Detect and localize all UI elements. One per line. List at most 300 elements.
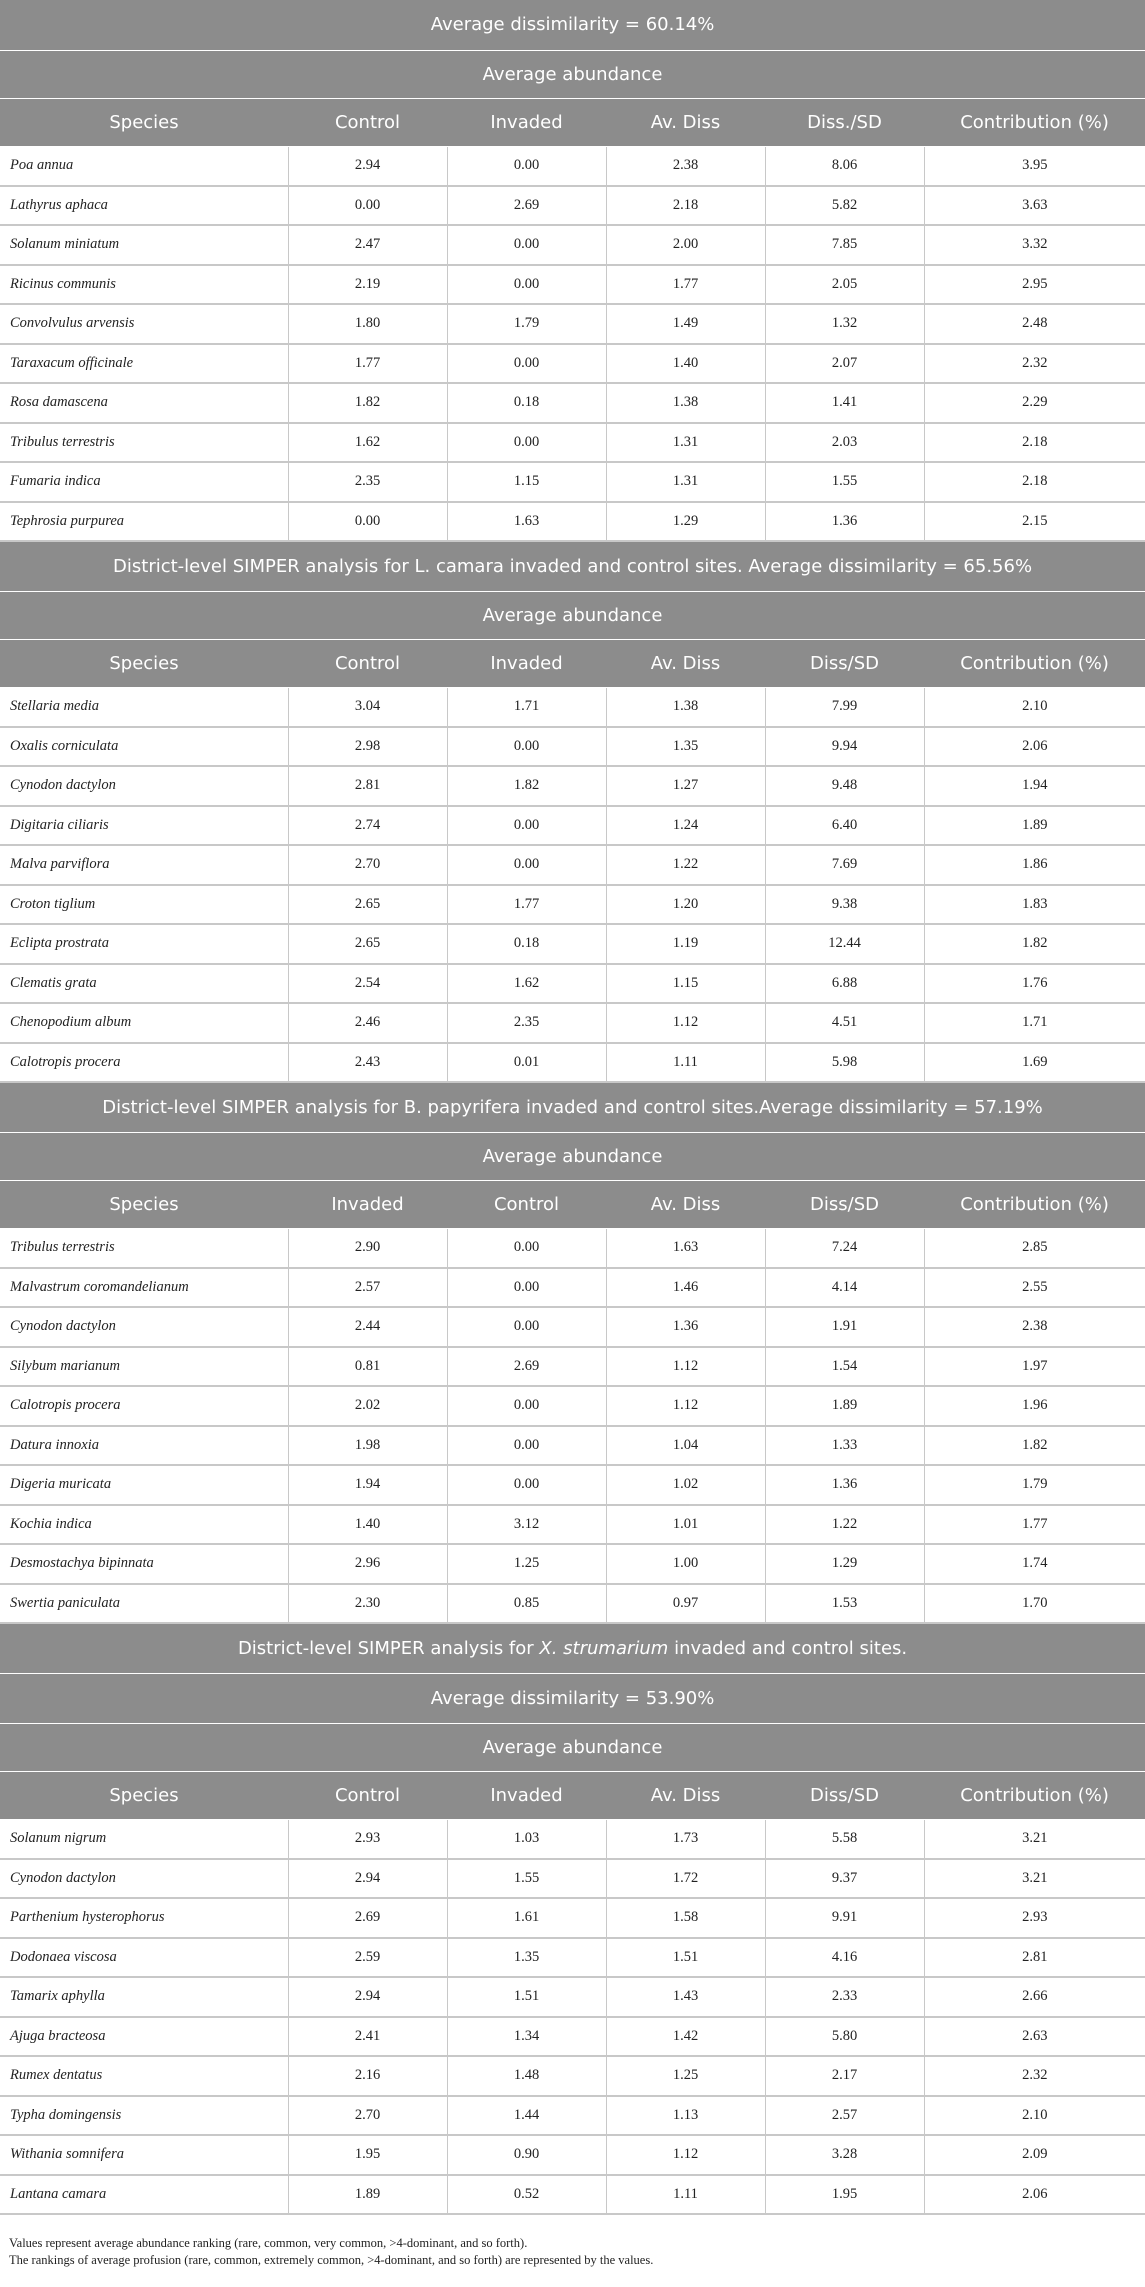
- table-row: [0, 1898, 1145, 1938]
- table-row: [0, 383, 1145, 423]
- column-header-contribution: Contribution (%): [924, 98, 1145, 146]
- cell-invaded: 0.01: [447, 1043, 606, 1083]
- cell-species: Ricinus communis: [0, 265, 288, 305]
- table-row: [0, 502, 1145, 542]
- column-header-control: Invaded: [288, 1180, 447, 1228]
- column-header-row: [0, 1771, 1145, 1819]
- cell-invaded: 1.51: [447, 1977, 606, 2017]
- cell-species: Tribulus terrestris: [0, 423, 288, 463]
- column-header-contribution: Contribution (%): [924, 1180, 1145, 1228]
- cell-contribution: 1.82: [924, 1426, 1145, 1466]
- cell-contribution: 2.55: [924, 1268, 1145, 1308]
- cell-contribution: 2.32: [924, 2056, 1145, 2096]
- cell-av-diss: 1.00: [606, 1544, 765, 1584]
- cell-diss-sd: 7.99: [765, 687, 924, 727]
- cell-invaded: 1.03: [447, 1819, 606, 1859]
- cell-contribution: 3.21: [924, 1859, 1145, 1899]
- cell-contribution: 3.95: [924, 146, 1145, 186]
- cell-control: 2.94: [288, 1977, 447, 2017]
- cell-av-diss: 1.12: [606, 2135, 765, 2175]
- table-row: [0, 304, 1145, 344]
- cell-control: 0.00: [288, 502, 447, 542]
- section-title-banner: [0, 1623, 1145, 1673]
- cell-species: Silybum marianum: [0, 1347, 288, 1387]
- cell-invaded: 1.77: [447, 885, 606, 925]
- cell-invaded: 0.90: [447, 2135, 606, 2175]
- cell-invaded: 0.00: [447, 423, 606, 463]
- cell-av-diss: 1.01: [606, 1505, 765, 1545]
- table-row: [0, 146, 1145, 186]
- cell-species: Cynodon dactylon: [0, 1307, 288, 1347]
- cell-species: Chenopodium album: [0, 1003, 288, 1043]
- cell-diss-sd: 9.91: [765, 1898, 924, 1938]
- cell-control: 1.62: [288, 423, 447, 463]
- cell-diss-sd: 1.33: [765, 1426, 924, 1466]
- dissimilarity-banner-row: [0, 1673, 1145, 1723]
- cell-invaded: 3.12: [447, 1505, 606, 1545]
- cell-control: 0.00: [288, 186, 447, 226]
- cell-species: Taraxacum officinale: [0, 344, 288, 384]
- cell-species: Fumaria indica: [0, 462, 288, 502]
- cell-av-diss: 1.40: [606, 344, 765, 384]
- table-row: [0, 1386, 1145, 1426]
- cell-control: 1.94: [288, 1465, 447, 1505]
- cell-av-diss: 1.35: [606, 727, 765, 767]
- column-header-invaded: Control: [447, 1180, 606, 1228]
- table-row: [0, 885, 1145, 925]
- cell-diss-sd: 4.51: [765, 1003, 924, 1043]
- cell-av-diss: 1.20: [606, 885, 765, 925]
- table-row: [0, 1268, 1145, 1308]
- cell-av-diss: 1.49: [606, 304, 765, 344]
- cell-contribution: 2.15: [924, 502, 1145, 542]
- cell-species: Rumex dentatus: [0, 2056, 288, 2096]
- cell-contribution: 1.76: [924, 964, 1145, 1004]
- cell-diss-sd: 6.40: [765, 806, 924, 846]
- table-row: [0, 2056, 1145, 2096]
- cell-species: Tephrosia purpurea: [0, 502, 288, 542]
- cell-control: 1.77: [288, 344, 447, 384]
- table-row: [0, 1228, 1145, 1268]
- column-header-row: [0, 1180, 1145, 1228]
- cell-species: Tamarix aphylla: [0, 1977, 288, 2017]
- column-header-control: Control: [288, 1771, 447, 1819]
- cell-av-diss: 1.22: [606, 845, 765, 885]
- table-row: [0, 1426, 1145, 1466]
- cell-diss-sd: 1.36: [765, 502, 924, 542]
- cell-av-diss: 1.13: [606, 2096, 765, 2136]
- table-row: [0, 766, 1145, 806]
- table-row: [0, 687, 1145, 727]
- cell-invaded: 1.61: [447, 1898, 606, 1938]
- cell-av-diss: 1.15: [606, 964, 765, 1004]
- cell-diss-sd: 1.89: [765, 1386, 924, 1426]
- column-header-row: [0, 98, 1145, 146]
- cell-contribution: 2.48: [924, 304, 1145, 344]
- cell-contribution: 1.97: [924, 1347, 1145, 1387]
- cell-species: Cynodon dactylon: [0, 1859, 288, 1899]
- abundance-banner-row: [0, 591, 1145, 639]
- cell-control: 2.94: [288, 146, 447, 186]
- table-row: [0, 225, 1145, 265]
- cell-contribution: 1.83: [924, 885, 1145, 925]
- cell-av-diss: 1.63: [606, 1228, 765, 1268]
- column-header-av-diss: Av. Diss: [606, 1180, 765, 1228]
- cell-invaded: 1.44: [447, 2096, 606, 2136]
- table-row: [0, 1859, 1145, 1899]
- cell-av-diss: 1.36: [606, 1307, 765, 1347]
- cell-diss-sd: 1.95: [765, 2175, 924, 2215]
- cell-invaded: 0.00: [447, 265, 606, 305]
- cell-control: 2.19: [288, 265, 447, 305]
- cell-av-diss: 1.38: [606, 687, 765, 727]
- cell-av-diss: 1.42: [606, 2017, 765, 2057]
- cell-species: Croton tiglium: [0, 885, 288, 925]
- cell-species: Calotropis procera: [0, 1386, 288, 1426]
- cell-av-diss: 1.38: [606, 383, 765, 423]
- cell-control: 2.98: [288, 727, 447, 767]
- cell-species: Desmostachya bipinnata: [0, 1544, 288, 1584]
- cell-species: Calotropis procera: [0, 1043, 288, 1083]
- cell-contribution: 3.63: [924, 186, 1145, 226]
- cell-av-diss: 1.73: [606, 1819, 765, 1859]
- cell-invaded: 0.00: [447, 225, 606, 265]
- column-header-invaded: Invaded: [447, 639, 606, 687]
- cell-contribution: 2.18: [924, 423, 1145, 463]
- cell-control: 1.82: [288, 383, 447, 423]
- cell-diss-sd: 1.36: [765, 1465, 924, 1505]
- section-title-suffix: invaded and control sites.: [668, 1637, 908, 1659]
- cell-control: 2.81: [288, 766, 447, 806]
- cell-diss-sd: 1.53: [765, 1584, 924, 1624]
- cell-diss-sd: 7.69: [765, 845, 924, 885]
- cell-invaded: 0.18: [447, 924, 606, 964]
- cell-diss-sd: 5.82: [765, 186, 924, 226]
- table-row: [0, 186, 1145, 226]
- cell-contribution: 1.94: [924, 766, 1145, 806]
- cell-control: 1.89: [288, 2175, 447, 2215]
- column-header-diss-sd: Diss/SD: [765, 1180, 924, 1228]
- cell-control: 1.98: [288, 1426, 447, 1466]
- column-header-contribution: Contribution (%): [924, 639, 1145, 687]
- abundance-banner-row: [0, 1132, 1145, 1180]
- cell-contribution: 2.95: [924, 265, 1145, 305]
- cell-species: Kochia indica: [0, 1505, 288, 1545]
- column-header-contribution: Contribution (%): [924, 1771, 1145, 1819]
- cell-invaded: 0.18: [447, 383, 606, 423]
- cell-invaded: 0.00: [447, 1426, 606, 1466]
- cell-contribution: 2.81: [924, 1938, 1145, 1978]
- column-header-diss-sd: Diss/SD: [765, 1771, 924, 1819]
- cell-invaded: 1.48: [447, 2056, 606, 2096]
- cell-invaded: 0.00: [447, 806, 606, 846]
- table-row: [0, 2135, 1145, 2175]
- cell-diss-sd: 1.32: [765, 304, 924, 344]
- cell-diss-sd: 9.48: [765, 766, 924, 806]
- cell-control: 1.40: [288, 1505, 447, 1545]
- cell-species: Lathyrus aphaca: [0, 186, 288, 226]
- cell-diss-sd: 6.88: [765, 964, 924, 1004]
- cell-species: Eclipta prostrata: [0, 924, 288, 964]
- cell-contribution: 2.29: [924, 383, 1145, 423]
- cell-control: 0.81: [288, 1347, 447, 1387]
- cell-species: Solanum nigrum: [0, 1819, 288, 1859]
- cell-diss-sd: 2.05: [765, 265, 924, 305]
- cell-invaded: 1.35: [447, 1938, 606, 1978]
- table-row: [0, 1003, 1145, 1043]
- cell-av-diss: 1.27: [606, 766, 765, 806]
- cell-species: Ajuga bracteosa: [0, 2017, 288, 2057]
- cell-diss-sd: 1.22: [765, 1505, 924, 1545]
- cell-control: 2.94: [288, 1859, 447, 1899]
- cell-species: Parthenium hysterophorus: [0, 1898, 288, 1938]
- column-header-diss-sd: Diss./SD: [765, 98, 924, 146]
- cell-contribution: 1.86: [924, 845, 1145, 885]
- column-header-invaded: Invaded: [447, 98, 606, 146]
- cell-contribution: 1.82: [924, 924, 1145, 964]
- cell-control: 2.70: [288, 845, 447, 885]
- table-row: [0, 964, 1145, 1004]
- cell-invaded: 1.34: [447, 2017, 606, 2057]
- cell-species: Malvastrum coromandelianum: [0, 1268, 288, 1308]
- table-row: [0, 462, 1145, 502]
- footnote: Values represent average abundance ranking (rare, common, very common, >4-dominant, and so forth).: [9, 2236, 528, 2250]
- column-header-species: Species: [0, 1180, 288, 1228]
- cell-invaded: 0.52: [447, 2175, 606, 2215]
- cell-contribution: 2.18: [924, 462, 1145, 502]
- cell-av-diss: 1.46: [606, 1268, 765, 1308]
- cell-species: Stellaria media: [0, 687, 288, 727]
- cell-diss-sd: 7.85: [765, 225, 924, 265]
- cell-diss-sd: 2.03: [765, 423, 924, 463]
- column-header-species: Species: [0, 1771, 288, 1819]
- cell-av-diss: 1.31: [606, 423, 765, 463]
- cell-species: Withania somnifera: [0, 2135, 288, 2175]
- table-row: [0, 2017, 1145, 2057]
- cell-av-diss: 1.02: [606, 1465, 765, 1505]
- cell-species: Solanum miniatum: [0, 225, 288, 265]
- cell-control: 2.46: [288, 1003, 447, 1043]
- cell-diss-sd: 2.17: [765, 2056, 924, 2096]
- cell-av-diss: 2.38: [606, 146, 765, 186]
- cell-invaded: 1.63: [447, 502, 606, 542]
- cell-contribution: 2.09: [924, 2135, 1145, 2175]
- cell-species: Convolvulus arvensis: [0, 304, 288, 344]
- abundance-banner: Average abundance: [0, 1132, 1145, 1180]
- column-header-av-diss: Av. Diss: [606, 98, 765, 146]
- table-row: [0, 727, 1145, 767]
- cell-invaded: 2.35: [447, 1003, 606, 1043]
- cell-invaded: 1.71: [447, 687, 606, 727]
- cell-invaded: 1.82: [447, 766, 606, 806]
- cell-contribution: 2.10: [924, 2096, 1145, 2136]
- table-row: [0, 1584, 1145, 1624]
- cell-diss-sd: 8.06: [765, 146, 924, 186]
- table-row: [0, 265, 1145, 305]
- cell-contribution: 1.69: [924, 1043, 1145, 1083]
- dissimilarity-banner: Average dissimilarity = 53.90%: [0, 1673, 1145, 1723]
- cell-invaded: 1.55: [447, 1859, 606, 1899]
- table-row: [0, 2096, 1145, 2136]
- cell-contribution: 2.38: [924, 1307, 1145, 1347]
- cell-av-diss: 1.12: [606, 1347, 765, 1387]
- cell-control: 3.04: [288, 687, 447, 727]
- cell-diss-sd: 2.07: [765, 344, 924, 384]
- cell-contribution: 1.96: [924, 1386, 1145, 1426]
- cell-av-diss: 1.04: [606, 1426, 765, 1466]
- cell-control: 2.93: [288, 1819, 447, 1859]
- table-row: [0, 1544, 1145, 1584]
- cell-diss-sd: 5.58: [765, 1819, 924, 1859]
- cell-av-diss: 1.58: [606, 1898, 765, 1938]
- cell-species: Digitaria ciliaris: [0, 806, 288, 846]
- cell-control: 2.59: [288, 1938, 447, 1978]
- cell-control: 2.43: [288, 1043, 447, 1083]
- cell-control: 1.80: [288, 304, 447, 344]
- cell-diss-sd: 9.37: [765, 1859, 924, 1899]
- cell-invaded: 0.00: [447, 344, 606, 384]
- column-header-av-diss: Av. Diss: [606, 639, 765, 687]
- column-header-species: Species: [0, 98, 288, 146]
- cell-invaded: 1.62: [447, 964, 606, 1004]
- cell-contribution: 2.66: [924, 1977, 1145, 2017]
- dissimilarity-banner: Average dissimilarity = 60.14%: [0, 0, 1145, 50]
- dissimilarity-banner-row: [0, 1082, 1145, 1132]
- cell-contribution: 2.10: [924, 687, 1145, 727]
- cell-control: 2.47: [288, 225, 447, 265]
- table-row: [0, 1307, 1145, 1347]
- cell-species: Swertia paniculata: [0, 1584, 288, 1624]
- cell-control: 2.16: [288, 2056, 447, 2096]
- cell-av-diss: 2.00: [606, 225, 765, 265]
- cell-invaded: 0.00: [447, 1228, 606, 1268]
- cell-species: Lantana camara: [0, 2175, 288, 2215]
- cell-contribution: 2.06: [924, 2175, 1145, 2215]
- cell-invaded: 0.00: [447, 1386, 606, 1426]
- cell-invaded: 1.15: [447, 462, 606, 502]
- cell-species: Dodonaea viscosa: [0, 1938, 288, 1978]
- cell-av-diss: 1.72: [606, 1859, 765, 1899]
- column-header-control: Control: [288, 98, 447, 146]
- cell-species: Typha domingensis: [0, 2096, 288, 2136]
- cell-species: Malva parviflora: [0, 845, 288, 885]
- cell-contribution: 1.71: [924, 1003, 1145, 1043]
- cell-control: 2.69: [288, 1898, 447, 1938]
- cell-species: Datura innoxia: [0, 1426, 288, 1466]
- table-row: [0, 423, 1145, 463]
- cell-av-diss: 1.11: [606, 1043, 765, 1083]
- abundance-banner-row: [0, 1723, 1145, 1771]
- cell-av-diss: 2.18: [606, 186, 765, 226]
- cell-invaded: 0.00: [447, 1268, 606, 1308]
- cell-control: 2.44: [288, 1307, 447, 1347]
- cell-invaded: 1.79: [447, 304, 606, 344]
- cell-control: 2.41: [288, 2017, 447, 2057]
- column-header-av-diss: Av. Diss: [606, 1771, 765, 1819]
- cell-species: Tribulus terrestris: [0, 1228, 288, 1268]
- cell-diss-sd: 2.57: [765, 2096, 924, 2136]
- cell-invaded: 0.00: [447, 845, 606, 885]
- cell-diss-sd: 4.14: [765, 1268, 924, 1308]
- table-row: [0, 924, 1145, 964]
- table-row: [0, 344, 1145, 384]
- cell-contribution: 1.74: [924, 1544, 1145, 1584]
- cell-contribution: 2.32: [924, 344, 1145, 384]
- cell-control: 2.74: [288, 806, 447, 846]
- cell-control: 1.95: [288, 2135, 447, 2175]
- table-row: [0, 1977, 1145, 2017]
- cell-contribution: 1.89: [924, 806, 1145, 846]
- column-header-species: Species: [0, 639, 288, 687]
- cell-diss-sd: 3.28: [765, 2135, 924, 2175]
- cell-diss-sd: 12.44: [765, 924, 924, 964]
- dissimilarity-banner: District-level SIMPER analysis for B. papyrifera invaded and control sites.Average dissimilarity = 57.19%: [0, 1082, 1145, 1132]
- table-row: [0, 1347, 1145, 1387]
- table-row: [0, 1043, 1145, 1083]
- table-row: [0, 2175, 1145, 2215]
- cell-contribution: 3.32: [924, 225, 1145, 265]
- cell-invaded: 0.00: [447, 1465, 606, 1505]
- cell-diss-sd: 1.55: [765, 462, 924, 502]
- cell-av-diss: 1.11: [606, 2175, 765, 2215]
- dissimilarity-banner-row: [0, 541, 1145, 591]
- dissimilarity-banner-row: [0, 0, 1145, 50]
- cell-control: 2.65: [288, 924, 447, 964]
- cell-av-diss: 1.43: [606, 1977, 765, 2017]
- cell-control: 2.70: [288, 2096, 447, 2136]
- cell-diss-sd: 5.80: [765, 2017, 924, 2057]
- cell-diss-sd: 1.29: [765, 1544, 924, 1584]
- dissimilarity-banner: District-level SIMPER analysis for L. camara invaded and control sites. Average dissimilarity = 65.56%: [0, 541, 1145, 591]
- cell-invaded: 0.00: [447, 1307, 606, 1347]
- table-row: [0, 1938, 1145, 1978]
- cell-diss-sd: 1.41: [765, 383, 924, 423]
- table-row: [0, 845, 1145, 885]
- cell-av-diss: 1.24: [606, 806, 765, 846]
- cell-control: 2.65: [288, 885, 447, 925]
- table-row: [0, 806, 1145, 846]
- cell-invaded: 2.69: [447, 1347, 606, 1387]
- cell-species: Digeria muricata: [0, 1465, 288, 1505]
- section-title-species: X. strumarium: [539, 1637, 669, 1659]
- abundance-banner: Average abundance: [0, 591, 1145, 639]
- cell-contribution: 2.85: [924, 1228, 1145, 1268]
- cell-contribution: 2.93: [924, 1898, 1145, 1938]
- section-title-prefix: District-level SIMPER analysis for: [237, 1637, 540, 1659]
- cell-diss-sd: 1.91: [765, 1307, 924, 1347]
- cell-control: 2.35: [288, 462, 447, 502]
- cell-species: Poa annua: [0, 146, 288, 186]
- cell-av-diss: 1.77: [606, 265, 765, 305]
- cell-species: Rosa damascena: [0, 383, 288, 423]
- cell-av-diss: 1.25: [606, 2056, 765, 2096]
- cell-av-diss: 1.51: [606, 1938, 765, 1978]
- table-row: [0, 1465, 1145, 1505]
- cell-invaded: 2.69: [447, 186, 606, 226]
- cell-contribution: 1.70: [924, 1584, 1145, 1624]
- cell-contribution: 2.06: [924, 727, 1145, 767]
- cell-contribution: 3.21: [924, 1819, 1145, 1859]
- abundance-banner: Average abundance: [0, 50, 1145, 98]
- footnote: The rankings of average profusion (rare, common, extremely common, >4-dominant, and so forth) are represented by the values.: [9, 2253, 654, 2267]
- cell-av-diss: 1.19: [606, 924, 765, 964]
- cell-invaded: 0.00: [447, 146, 606, 186]
- cell-invaded: 0.85: [447, 1584, 606, 1624]
- cell-av-diss: 1.29: [606, 502, 765, 542]
- table-row: [0, 1505, 1145, 1545]
- cell-av-diss: 1.12: [606, 1003, 765, 1043]
- cell-invaded: 1.25: [447, 1544, 606, 1584]
